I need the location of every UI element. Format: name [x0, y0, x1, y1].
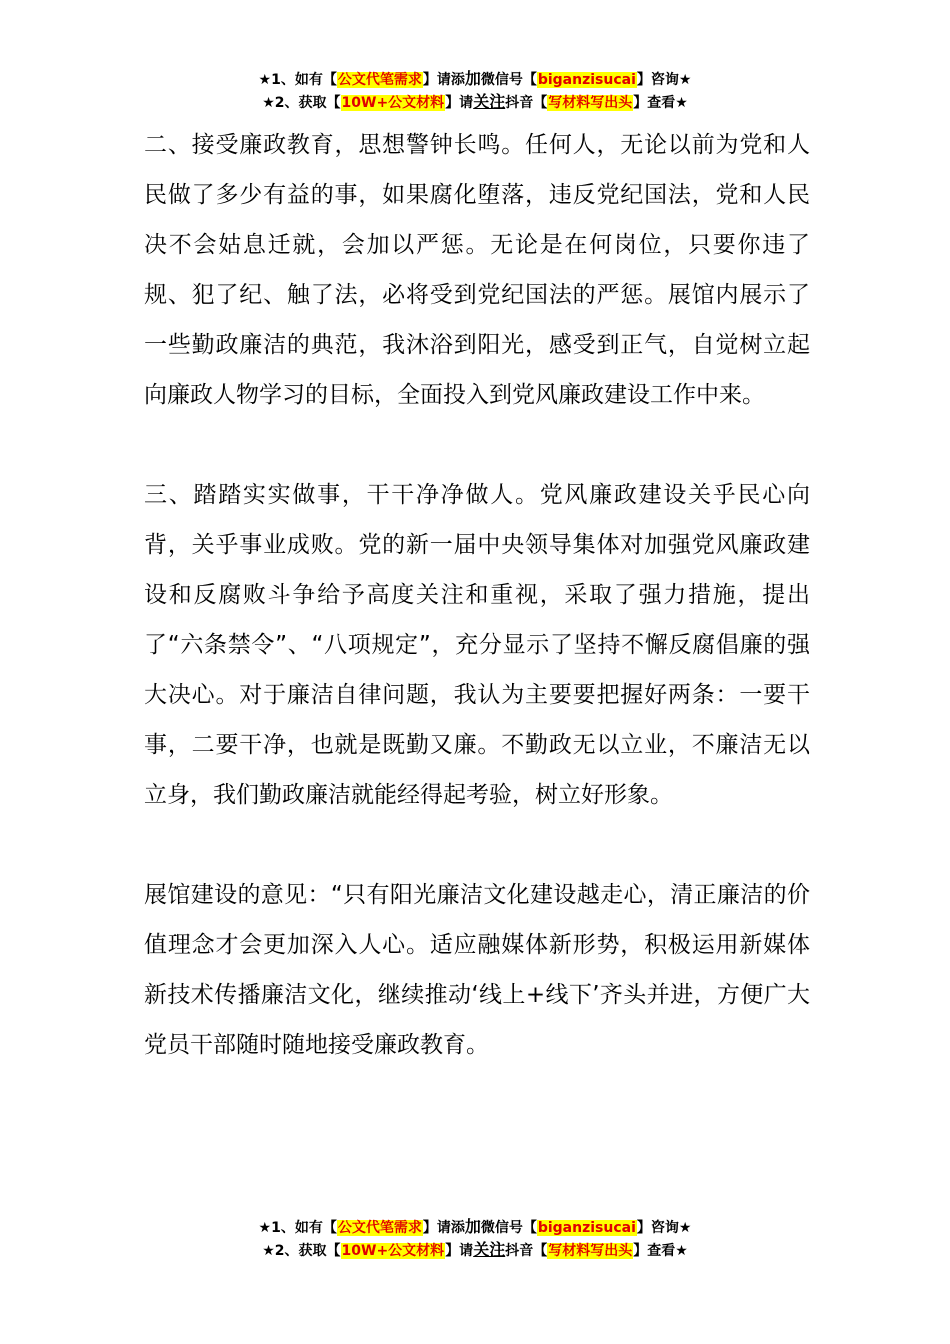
banner-text: 抖音【 [505, 1243, 548, 1259]
document-body [144, 120, 810, 1120]
banner-highlight: 10W+公文材料 [341, 95, 445, 111]
banner-highlight: 写材料写出头 [548, 1243, 633, 1259]
banner-text: ★2、获取【 [262, 1243, 341, 1259]
banner-highlight: 10W+公文材料 [341, 1243, 445, 1259]
banner-text: 抖音【 [505, 95, 548, 111]
banner-text: 】请添 [422, 1220, 465, 1236]
banner-text: 】请 [445, 95, 474, 111]
banner-text: ★2、获取【 [262, 95, 341, 111]
banner-text: 】咨询★ [636, 72, 692, 88]
banner-highlight: 公文代笔需求 [337, 72, 422, 88]
banner-text: 加 [464, 69, 481, 88]
banner-text: 】查看★ [633, 1243, 688, 1259]
banner-line-2 [0, 91, 950, 114]
banner-highlight: 公文代笔需求 [337, 1220, 422, 1236]
banner-line-1 [0, 68, 950, 91]
banner-text: 微信号【 [480, 1220, 537, 1236]
banner-text: 关注 [473, 92, 506, 111]
paragraph: 展馆建设的意见：“只有阳光廉洁文化建设越走心，清正廉洁的价值理念才会更加深入人心。适应融媒体新形势，积极运用新媒体新技术传播廉洁文化，继续推动‘线上+线下’齐头并进，方便广大党员干部随时随地接受廉政教育。 [144, 882, 810, 1058]
banner-highlight: 写材料写出头 [548, 95, 633, 111]
banner-text: 】请添 [422, 72, 465, 88]
banner-line-1 [0, 1216, 950, 1239]
paragraph: 三、踏踏实实做事，干干净净做人。党风廉政建设关乎民心向背，关乎事业成败。党的新一届中央领导集体对加强党风廉政建设和反腐败斗争给予高度关注和重视，采取了强力措施，提出了“六条禁令”、“八项规定”，充分显示了坚持不懈反腐倡廉的强大决心。对于廉洁自律问题，我认为主要要把握好两条：一要干事，二要干净，也就是既勤又廉。不勤政无以立业，不廉洁无以立身，我们勤政廉洁就能经得起考验，树立好形象。 [144, 482, 810, 808]
footer-banner [0, 1216, 950, 1262]
banner-text: 】查看★ [633, 95, 688, 111]
banner-text: ★1、如有【 [258, 1220, 337, 1236]
paragraph: 二、接受廉政教育，思想警钟长鸣。任何人，无论以前为党和人民做了多少有益的事，如果腐化堕落，违反党纪国法，党和人民决不会姑息迁就，会加以严惩。无论是在何岗位，只要你违了规、犯了纪、触了法，必将受到党纪国法的严惩。展馆内展示了一些勤政廉洁的典范，我沐浴到阳光，感受到正气，自觉树立起向廉政人物学习的目标，全面投入到党风廉政建设工作中来。 [144, 132, 810, 408]
header-banner [0, 68, 950, 114]
banner-highlight: biganzisucai [537, 1220, 636, 1236]
banner-text: ★1、如有【 [258, 72, 337, 88]
banner-text: 加 [464, 1217, 481, 1236]
banner-text: 】咨询★ [636, 1220, 692, 1236]
banner-line-2 [0, 1239, 950, 1262]
banner-text: 微信号【 [480, 72, 537, 88]
banner-text: 】请 [445, 1243, 474, 1259]
banner-text: 关注 [473, 1240, 506, 1259]
banner-highlight: biganzisucai [537, 72, 636, 88]
